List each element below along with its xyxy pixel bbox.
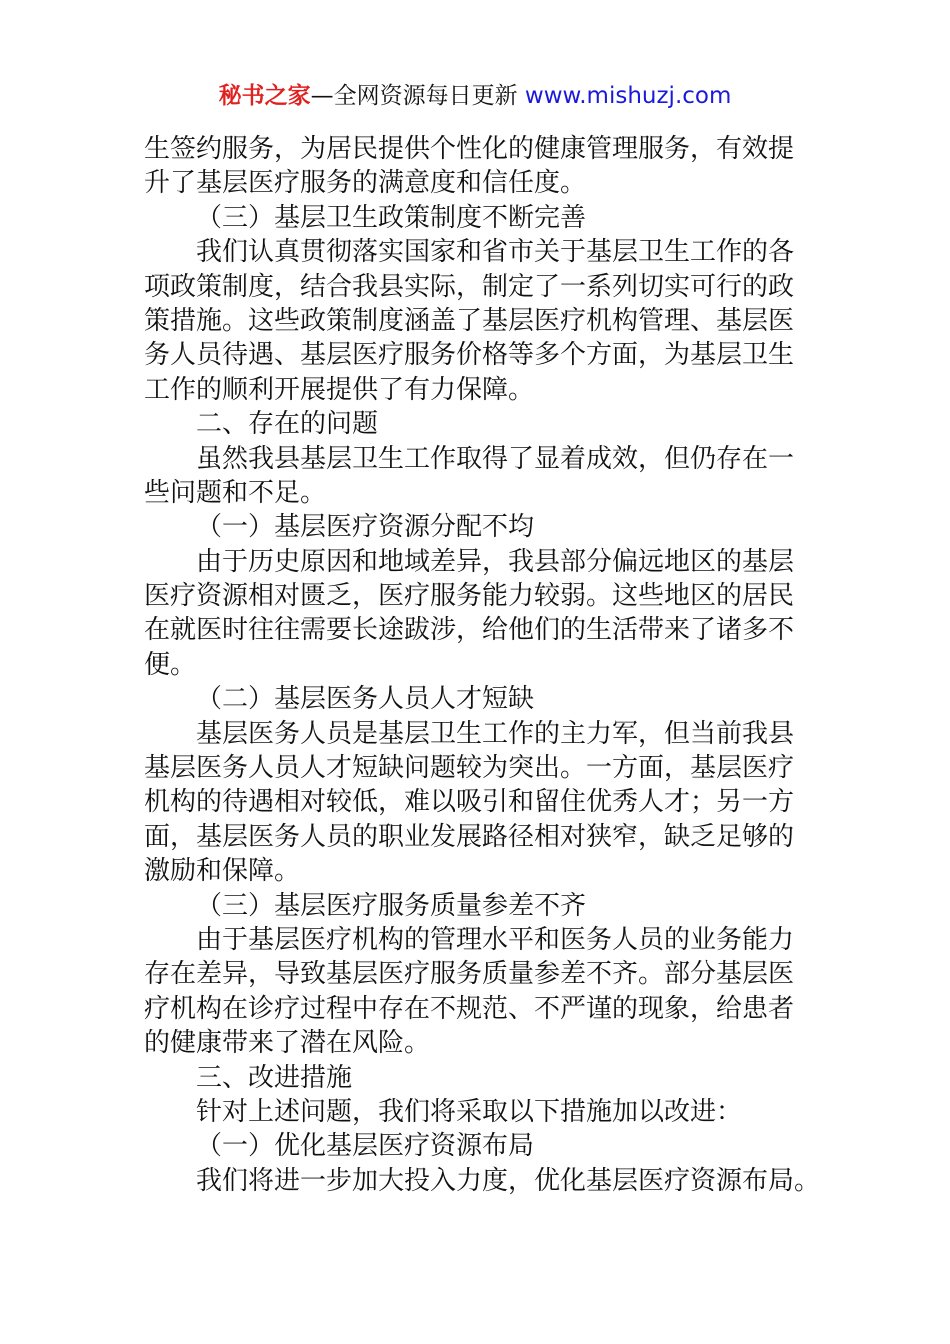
- section-heading: 二、存在的问题: [196, 409, 379, 440]
- header-tagline: —全网资源每日更新: [310, 83, 518, 109]
- body-line: 我们将进一步加大投入力度，优化基层医疗资源布局。: [196, 1165, 821, 1196]
- body-line: 务人员待遇、基层医疗服务价格等多个方面，为基层卫生: [144, 340, 795, 371]
- body-line: 虽然我县基层卫生工作取得了显着成效，但仍存在一: [196, 443, 795, 474]
- body-line: 由于基层医疗机构的管理水平和医务人员的业务能力: [196, 924, 795, 955]
- section-heading: （一）基层医疗资源分配不均: [196, 512, 535, 543]
- section-heading: 三、改进措施: [196, 1062, 353, 1093]
- body-line: 策措施。这些政策制度涵盖了基层医疗机构管理、基层医: [144, 305, 795, 336]
- body-line: 机构的待遇相对较低，难以吸引和留住优秀人才；另一方: [144, 787, 795, 818]
- body-line: 医疗资源相对匮乏，医疗服务能力较弱。这些地区的居民: [144, 581, 795, 612]
- body-line: 基层医务人员是基层卫生工作的主力军，但当前我县: [196, 718, 795, 749]
- section-heading: （三）基层卫生政策制度不断完善: [196, 202, 587, 233]
- body-line: 的健康带来了潜在风险。: [144, 1028, 431, 1059]
- section-heading: （一）优化基层医疗资源布局: [196, 1131, 535, 1162]
- body-line: 在就医时往往需要长途跋涉，给他们的生活带来了诸多不: [144, 615, 795, 646]
- section-heading: （三）基层医疗服务质量参差不齐: [196, 890, 587, 921]
- body-line: 生签约服务，为居民提供个性化的健康管理服务，有效提: [144, 134, 795, 164]
- body-line: 升了基层医疗服务的满意度和信任度。: [144, 168, 587, 199]
- body-line: 疗机构在诊疗过程中存在不规范、不严谨的现象，给患者: [144, 993, 795, 1024]
- brand-name: 秘书之家: [218, 83, 311, 109]
- body-line: 些问题和不足。: [144, 477, 327, 508]
- body-line: 项政策制度，结合我县实际，制定了一系列切实可行的政: [144, 271, 795, 302]
- body-line: 存在差异，导致基层医疗服务质量参差不齐。部分基层医: [144, 959, 795, 990]
- body-line: 针对上述问题，我们将采取以下措施加以改进：: [196, 1096, 743, 1127]
- body-line: 便。: [144, 649, 197, 680]
- body-line: 激励和保障。: [144, 856, 301, 887]
- body-line: 工作的顺利开展提供了有力保障。: [144, 374, 535, 405]
- body-line: 面，基层医务人员的职业发展路径相对狭窄，缺乏足够的: [144, 821, 795, 852]
- body-line: 由于历史原因和地域差异，我县部分偏远地区的基层: [196, 546, 795, 577]
- page-header: [0, 80, 950, 112]
- body-line: 基层医务人员人才短缺问题较为突出。一方面，基层医疗: [144, 753, 795, 784]
- document-body: [144, 132, 819, 1198]
- header-url-link[interactable]: www.mishuzj.com: [524, 83, 732, 109]
- section-heading: （二）基层医务人员人才短缺: [196, 684, 535, 715]
- body-line: 我们认真贯彻落实国家和省市关于基层卫生工作的各: [196, 237, 795, 268]
